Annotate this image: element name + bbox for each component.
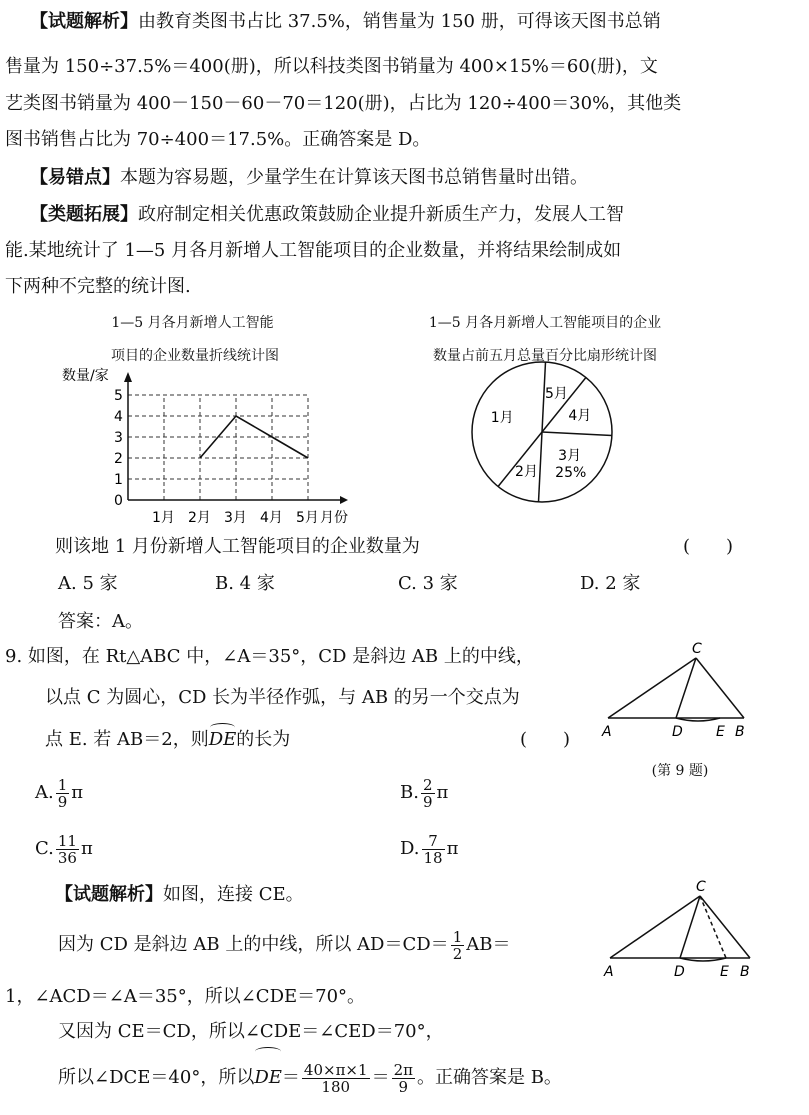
mistake-tag: 【易错点】 [30,167,120,188]
q9-option-b-pi: π [436,782,449,803]
analysis1-line2: 售量为 150÷37.5%＝400(册)，所以科技类图书销量为 400×15%＝60(册)，文 [5,56,658,77]
fig2-segment-ce [700,896,726,958]
pie-label-4: 2月 [515,464,538,481]
q9-option-a [35,770,83,816]
analysis2-line2-post: AB＝ [466,934,511,955]
q9-line3 [45,728,290,752]
pie-label-5: 1月 [490,410,514,427]
analysis2-line2-pre: 因为 CD 是斜边 AB 上的中线，所以 AD＝CD＝ [58,934,449,955]
analysis2-frac2 [392,1062,415,1095]
q9-caption: (第 9 题) [651,763,709,779]
q9-option-d-den: 18 [423,848,443,867]
analysis2-tag: 【试题解析】 [55,884,163,905]
label-b: B [735,724,745,740]
q9-option-c-letter: C. [35,838,54,859]
q8-option-a: A. 5 家 [58,573,118,594]
q9-option-d-pi: π [446,838,459,859]
label-e: E [716,724,725,740]
q9-arc-de: DE [208,729,237,750]
q9-option-b-frac [421,777,435,810]
fig2-segment-cd [680,896,700,958]
extension-line1 [30,203,624,227]
q8-paren: ( ) [683,536,734,557]
pie-chart [470,360,620,510]
q8-answer: 答案：A。 [58,611,143,632]
x-tick-2: 2月 [188,510,211,526]
extension-tag: 【类题拓展】 [30,204,138,225]
x-tick-4: 4月 [260,510,283,526]
line-chart-grid [128,395,308,500]
y-tick-4: 4 [114,409,123,425]
fig2-label-d: D [674,964,685,980]
q8-option-c: C. 3 家 [398,573,458,594]
segment-bc [696,658,744,718]
extension-line3: 下两种不完整的统计图. [5,276,191,297]
analysis2-half-num: 1 [452,927,463,946]
analysis2-text1: 如图，连接 CE。 [163,884,304,905]
fig2-segment-bc [700,896,750,958]
y-axis-arrow [124,372,132,382]
analysis2-line2 [58,922,510,968]
q9-option-c-den: 36 [57,848,77,867]
q9-option-a-letter: A. [35,782,54,803]
pie-label-2: 4月 [568,407,592,424]
analysis2-frac2-den: 9 [398,1077,409,1096]
q9-option-b [400,770,448,816]
q9-option-a-num: 1 [57,775,68,794]
fig2-label-c: C [696,880,706,895]
q9-option-a-frac [56,777,70,810]
q9-option-c [35,826,93,872]
q9-option-b-letter: B. [400,782,419,803]
q9-option-c-num: 11 [57,831,77,850]
y-tick-2: 2 [114,451,123,467]
x-tick-1: 1月 [152,510,175,526]
x-axis-arrow [340,496,348,504]
q9-option-b-num: 2 [422,775,433,794]
q9-line2: 以点 C 为圆心，CD 长为半径作弧，与 AB 的另一个交点为 [45,687,520,708]
q9-option-d-num: 7 [422,833,445,850]
q9-option-c-pi: π [80,838,93,859]
q8-option-b: B. 4 家 [215,573,275,594]
label-a: A [602,724,612,740]
analysis2-line3: 1，∠ACD＝∠A＝35°，所以∠CDE＝70°。 [5,986,366,1007]
y-tick-5: 5 [114,388,123,404]
q9-option-d [400,826,458,872]
x-tick-5: 5月 [296,510,319,526]
q9-option-d-frac [422,833,445,866]
q9-line3-pre: 点 E. 若 AB＝2，则 [45,729,209,750]
analysis2-line5-post: 。正确答案是 B。 [416,1067,562,1088]
extension-line2: 能.某地统计了 1—5 月各月新增人工智能项目的企业数量，并将结果绘制成如 [5,240,622,261]
pie-slice-edge-3 [542,432,612,435]
analysis2-frac1 [302,1062,370,1095]
mistake-text: 本题为容易题，少量学生在计算该天图书总销售量时出错。 [120,167,588,188]
fig2-label-e: E [720,964,729,980]
fig2-label-b: B [740,964,750,980]
analysis2-frac2-num: 2π [393,1060,413,1079]
q8-option-d: D. 2 家 [580,573,641,594]
pie-slice-edge-4 [539,432,542,502]
x-tick-3: 3月 [224,510,247,526]
y-tick-0: 0 [114,493,123,509]
x-axis-label: 月份 [320,510,348,526]
y-axis-label: 数量/家 [62,368,109,384]
extension-text1: 政府制定相关优惠政策鼓励企业提升新质生产力，发展人工智 [138,204,624,225]
analysis2-half [451,929,465,962]
y-tick-3: 3 [114,430,123,446]
mistake-line [30,166,588,190]
fig2-label-a: A [604,964,614,980]
q9-option-c-frac [56,833,79,866]
q9-option-d-letter: D. [400,838,420,859]
fig2-segment-ac [610,896,700,958]
q9-option-a-den: 9 [57,792,68,811]
y-tick-1: 1 [114,472,123,488]
analysis2-frac1-num: 40×π×1 [303,1060,368,1079]
pie-slices [472,362,612,502]
analysis1-line3: 艺类图书销量为 400－150－60－70＝120(册)，占比为 120÷400＝30%，其他类 [5,93,682,114]
pie-chart-title-1: 1—5 月各月新增人工智能项目的企业 [428,315,662,331]
analysis2-eq2: ＝ [371,1067,390,1088]
analysis1-line4: 图书销售占比为 70÷400＝17.5%。正确答案是 D。 [5,129,431,150]
analysis1-line1 [30,10,661,34]
pie-chart-title-2: 数量占前五月总量百分比扇形统计图 [433,348,657,364]
analysis2-line1 [55,883,304,907]
label-d: D [672,724,683,740]
line-chart [40,360,370,530]
q9-option-b-den: 9 [422,792,433,811]
pie-percent-label: 25% [555,465,587,482]
segment-cd [676,658,696,718]
analysis2-eq1: ＝ [281,1067,300,1088]
analysis2-line5 [58,1052,562,1104]
q9-option-a-pi: π [71,782,84,803]
analysis2-frac1-den: 180 [321,1077,351,1096]
analysis2-line5-pre: 所以∠DCE＝40°，所以 [58,1067,255,1088]
q9-line3-post: 的长为 [236,729,291,750]
analysis2-line4: 又因为 CE＝CD，所以∠CDE＝∠CED＝70°， [58,1021,444,1042]
q9-line1: 9. 如图，在 Rt△ABC 中，∠A＝35°，CD 是斜边 AB 上的中线， [5,646,534,667]
x-tick-labels [152,510,348,526]
analysis2-arc-de: DE [254,1052,282,1104]
analysis2-half-den: 2 [452,944,463,963]
line-chart-title-2: 项目的企业数量折线统计图 [111,348,279,364]
segment-ac [608,658,696,718]
pie-label-1: 5月 [544,385,568,402]
q9-paren: ( ) [520,729,571,750]
q8-stem: 则该地 1 月份新增人工智能项目的企业数量为 [55,536,420,557]
analysis1-text1: 由教育类图书占比 37.5%，销售量为 150 册，可得该天图书总销 [138,11,661,32]
label-c: C [692,641,702,657]
y-tick-labels [114,388,123,509]
analysis1-tag: 【试题解析】 [30,11,138,32]
q9-figure [596,640,776,750]
pie-label-3: 3月 [558,448,582,465]
line-chart-title-1: 1—5 月各月新增人工智能 [111,315,274,331]
analysis2-figure [600,880,790,980]
